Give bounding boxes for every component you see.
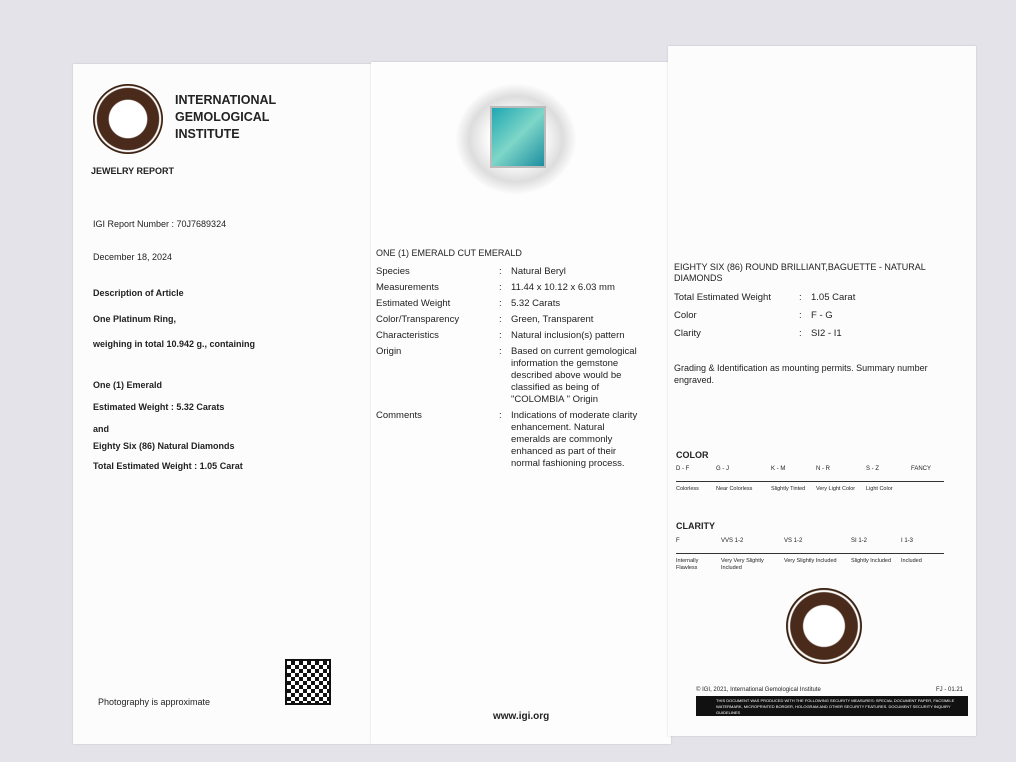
security-strip bbox=[696, 696, 968, 716]
detail-label: Color bbox=[674, 310, 697, 321]
grading-note: Grading & Identification as mounting permits. Summary number engraved. bbox=[674, 363, 928, 385]
left-panel bbox=[73, 64, 371, 744]
color-desc bbox=[911, 486, 946, 493]
org-name bbox=[175, 92, 276, 143]
org-line: GEMOLOGICAL bbox=[175, 110, 270, 124]
detail-row bbox=[674, 310, 964, 322]
color-grade: S - Z bbox=[866, 466, 879, 472]
clarity-desc: Very Very Slightly Included bbox=[721, 558, 764, 571]
detail-label: Comments bbox=[376, 410, 422, 421]
item-diamonds: Eighty Six (86) Natural Diamonds bbox=[93, 441, 235, 451]
detail-row bbox=[376, 330, 666, 342]
detail-row bbox=[376, 298, 666, 310]
separator: : bbox=[499, 266, 502, 277]
detail-row bbox=[674, 292, 964, 304]
description-line: weighing in total 10.942 g., containing bbox=[93, 339, 256, 349]
detail-value: Based on current gemological information the gemstone described above would be classified as being of "COLOMBIA " Origin bbox=[511, 346, 637, 405]
photography-note: Photography is approximate bbox=[98, 697, 211, 707]
description-line: One Platinum Ring, bbox=[93, 314, 177, 324]
detail-row bbox=[376, 314, 666, 326]
middle-panel bbox=[371, 62, 671, 744]
gem-details bbox=[376, 266, 666, 474]
clarity-grade: I 1-3 bbox=[901, 538, 914, 544]
detail-label: Origin bbox=[376, 346, 402, 357]
description-heading: Description of Article bbox=[93, 288, 184, 298]
detail-label: Clarity bbox=[674, 328, 701, 339]
separator: : bbox=[799, 328, 802, 339]
and-text: and bbox=[93, 424, 110, 434]
diamond-title: EIGHTY SIX (86) ROUND BRILLIANT,BAGUETTE - NATURAL DIAMONDS bbox=[674, 262, 926, 283]
clarity-grade: VS 1-2 bbox=[784, 538, 803, 544]
separator: : bbox=[499, 346, 502, 357]
right-panel bbox=[668, 46, 976, 736]
detail-row bbox=[376, 346, 666, 406]
clarity-grade: F bbox=[676, 538, 680, 544]
separator: : bbox=[799, 292, 802, 303]
clarity-desc: Slightly Included bbox=[851, 558, 892, 564]
color-desc: Light Color bbox=[866, 486, 893, 492]
color-grade: FANCY bbox=[911, 466, 932, 472]
separator: : bbox=[499, 314, 502, 325]
form-code: FJ - 01.21 bbox=[936, 687, 964, 693]
igi-url[interactable]: www.igi.org bbox=[493, 711, 550, 722]
detail-value: Indications of moderate clarity enhancement. Natural emeralds are commonly enhanced as part of their normal fashioning process. bbox=[511, 410, 638, 469]
detail-value: Natural inclusion(s) pattern bbox=[511, 330, 625, 341]
detail-label: Measurements bbox=[376, 282, 439, 293]
igi-seal-logo bbox=[786, 588, 862, 664]
org-line: INSTITUTE bbox=[175, 127, 240, 141]
security-text: THIS DOCUMENT WAS PRODUCED WITH THE FOLLOWING SECURITY MEASURES: SPECIAL DOCUMENT PAPER, FACSIMILE WATERMARK, MICROPRINTED BORDER, HOLOGRAM AND OTHER SECURITY FEATURES. DOCUMENT SECURITY INQUIRY GUIDELINES bbox=[716, 698, 955, 715]
clarity-desc: Internally Flawless bbox=[676, 558, 699, 571]
detail-row bbox=[376, 282, 666, 294]
clarity-heading: CLARITY bbox=[676, 521, 715, 531]
detail-label: Characteristics bbox=[376, 330, 439, 341]
igi-seal-logo bbox=[93, 84, 163, 154]
separator: : bbox=[499, 410, 502, 421]
detail-value: 11.44 x 10.12 x 6.03 mm bbox=[511, 282, 615, 293]
detail-value: Green, Transparent bbox=[511, 314, 594, 325]
item-diamonds-weight: Total Estimated Weight : 1.05 Carat bbox=[93, 461, 243, 471]
detail-value: 1.05 Carat bbox=[811, 292, 856, 303]
report-type: JEWELRY REPORT bbox=[91, 166, 175, 176]
detail-value: F - G bbox=[811, 310, 833, 321]
qr-code[interactable] bbox=[287, 661, 329, 703]
color-desc: Colorless bbox=[676, 486, 699, 492]
detail-row bbox=[376, 266, 666, 278]
detail-label: Total Estimated Weight bbox=[674, 292, 771, 303]
detail-value: 5.32 Carats bbox=[511, 298, 561, 309]
gem-title: ONE (1) EMERALD CUT EMERALD bbox=[376, 248, 522, 258]
color-desc: Near Colorless bbox=[716, 486, 753, 492]
item-emerald: One (1) Emerald bbox=[93, 380, 163, 390]
diamond-details bbox=[674, 292, 964, 346]
separator: : bbox=[499, 298, 502, 309]
detail-label: Species bbox=[376, 266, 410, 277]
color-grade: K - M bbox=[771, 466, 786, 472]
clarity-grade: SI 1-2 bbox=[851, 538, 868, 544]
detail-row bbox=[674, 328, 964, 340]
org-line: INTERNATIONAL bbox=[175, 93, 277, 107]
copyright: © IGI, 2021, International Gemological Institute bbox=[696, 687, 821, 693]
detail-label: Estimated Weight bbox=[376, 298, 451, 309]
color-grade: N - R bbox=[816, 466, 830, 472]
clarity-desc: Very Slightly Included bbox=[784, 558, 837, 564]
report-date: December 18, 2024 bbox=[93, 252, 173, 262]
separator: : bbox=[499, 282, 502, 293]
report-number: IGI Report Number : 70J7689324 bbox=[93, 219, 227, 229]
color-heading: COLOR bbox=[676, 450, 709, 460]
color-grade: D - F bbox=[676, 466, 690, 472]
detail-value: Natural Beryl bbox=[511, 266, 566, 277]
color-desc: Slightly Tinted bbox=[771, 486, 806, 492]
ring-photo bbox=[456, 84, 576, 194]
detail-value: SI2 - I1 bbox=[811, 328, 842, 339]
detail-row bbox=[376, 410, 666, 470]
item-emerald-weight: Estimated Weight : 5.32 Carats bbox=[93, 402, 225, 412]
clarity-grade: VVS 1-2 bbox=[721, 538, 744, 544]
color-desc: Very Light Color bbox=[816, 486, 856, 492]
color-grade: G - J bbox=[716, 466, 729, 472]
separator: : bbox=[499, 330, 502, 341]
detail-label: Color/Transparency bbox=[376, 314, 460, 325]
clarity-desc: Included bbox=[901, 558, 922, 564]
separator: : bbox=[799, 310, 802, 321]
